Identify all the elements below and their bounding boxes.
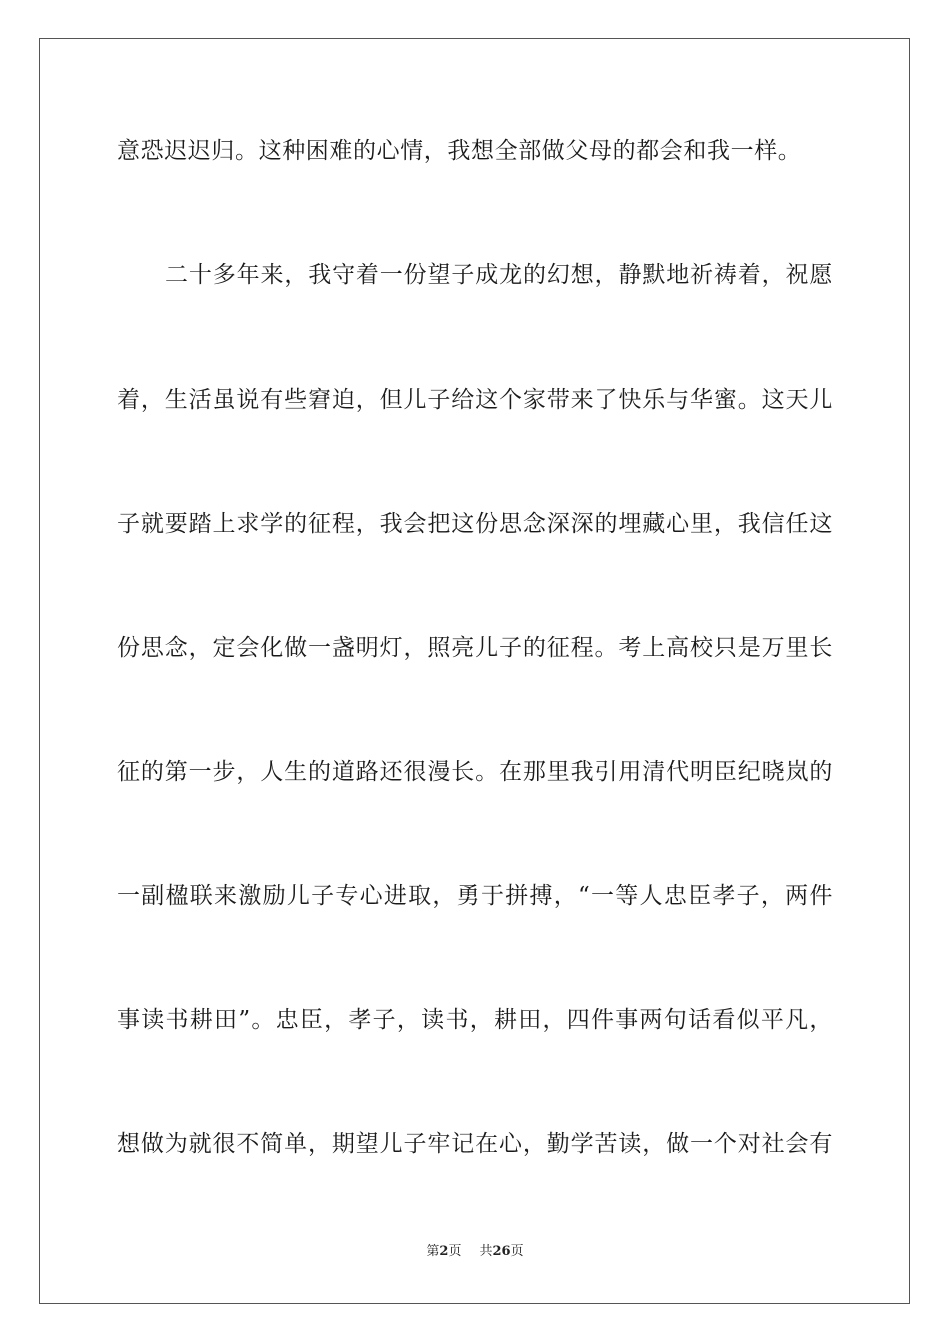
body-text-line-6: 征的第一步，人生的道路还很漫长。在那里我引用清代明臣纪晓岚的 <box>117 759 833 785</box>
footer-total-prefix: 共 <box>479 1244 493 1259</box>
body-text-line-2: 二十多年来，我守着一份望子成龙的幻想，静默地祈祷着，祝愿 <box>165 262 833 288</box>
body-text-line-3: 着，生活虽说有些窘迫，但儿子给这个家带来了快乐与华蜜。这天儿 <box>117 387 833 413</box>
body-text-line-7: 一副楹联来激励儿子专心进取，勇于拼搏，“一等人忠臣孝子，两件 <box>117 883 833 909</box>
body-text-line-9: 想做为就很不简单，期望儿子牢记在心，勤学苦读，做一个对社会有 <box>117 1131 833 1157</box>
body-text-line-5: 份思念，定会化做一盏明灯，照亮儿子的征程。考上高校只是万里长 <box>117 635 833 661</box>
body-text-line-4: 子就要踏上求学的征程，我会把这份思念深深的埋藏心里，我信任这 <box>117 511 833 537</box>
page-border <box>39 38 910 1304</box>
body-text-line-8: 事读书耕田”。忠臣，孝子，读书，耕田，四件事两句话看似平凡， <box>117 1007 833 1033</box>
footer-total-pages: 26 <box>492 1244 511 1259</box>
page-footer <box>0 1240 950 1264</box>
footer-page-number: 2 <box>439 1244 449 1259</box>
footer-page-prefix: 第 <box>426 1244 440 1259</box>
footer-page-suffix: 页 <box>448 1244 462 1259</box>
body-text-line-1: 意恐迟迟归。这种困难的心情，我想全部做父母的都会和我一样。 <box>117 138 802 164</box>
footer-total-suffix: 页 <box>510 1244 524 1259</box>
